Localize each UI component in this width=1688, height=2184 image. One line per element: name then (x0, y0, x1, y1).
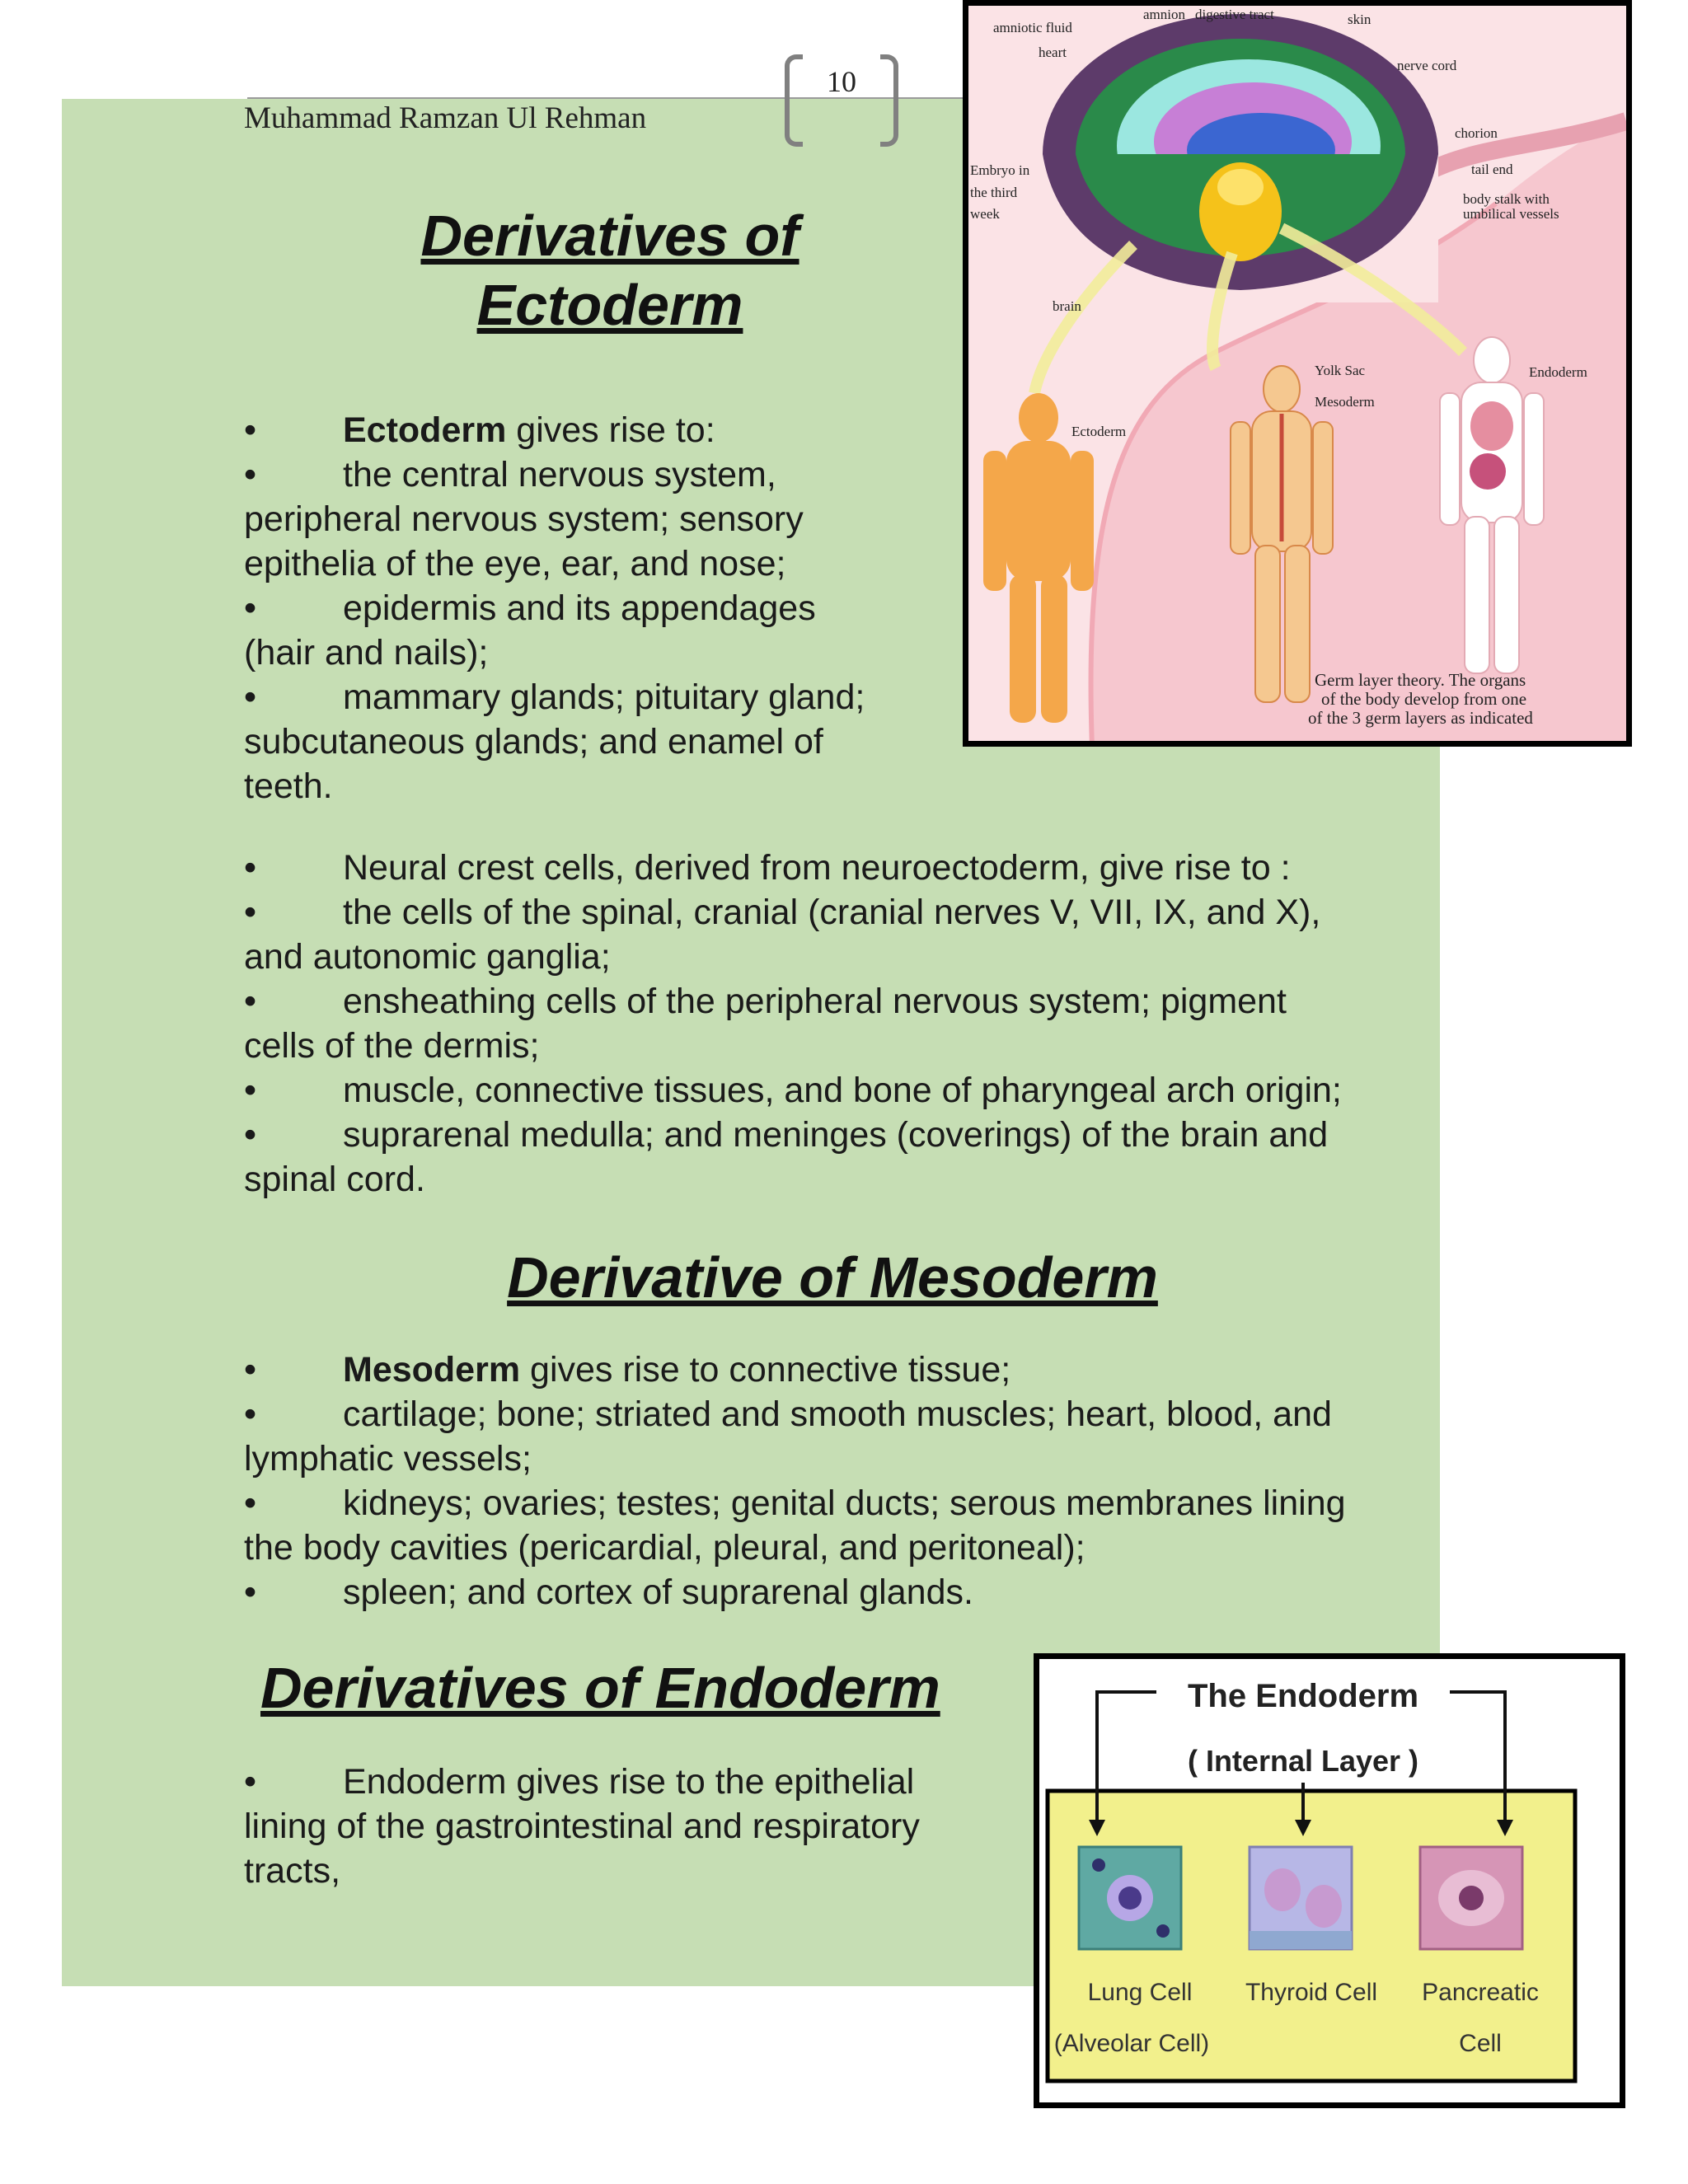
bullet-glyph: • (244, 1071, 257, 1110)
svg-text:of the body develop from one: of the body develop from one (1321, 689, 1527, 709)
ectoderm-list-line (244, 764, 865, 808)
label-chorion: chorion (1455, 125, 1498, 141)
ectoderm-list-line (244, 408, 865, 452)
line-text: subcutaneous glands; and enamel of (244, 722, 823, 762)
label-endoderm: Endoderm (1529, 364, 1587, 380)
pancreatic-cell-image (1420, 1847, 1522, 1949)
ectoderm-list (244, 408, 865, 808)
label-amniotic-fluid: amniotic fluid (993, 20, 1072, 35)
bullet-glyph: • (244, 1115, 257, 1155)
mesoderm-list-line (244, 1481, 1346, 1526)
line-text: peripheral nervous system; sensory (244, 499, 804, 539)
line-text: Neural crest cells, derived from neuroectoderm, give rise to : (343, 848, 1291, 888)
label-body-stalk-1: body stalk with (1463, 191, 1550, 207)
mesoderm-list-line (244, 1436, 1346, 1481)
bullet-glyph: • (244, 982, 257, 1021)
line-text: gives rise to: (506, 410, 715, 450)
ectoderm-list-line (244, 630, 865, 675)
svg-text:of the 3 germ layers as indica: of the 3 germ layers as indicated (1308, 708, 1533, 728)
line-text: (hair and nails); (244, 633, 489, 673)
ectoderm-list-line (244, 452, 865, 497)
line-text: and autonomic ganglia; (244, 937, 611, 977)
author-name: Muhammad Ramzan Ul Rehman (244, 101, 647, 135)
endoderm-list-line (244, 1849, 920, 1893)
neural-crest-list-line (244, 890, 1342, 935)
ectoderm-heading (247, 201, 973, 340)
label-amnion: amnion (1143, 7, 1185, 22)
label-embryo-3: week (970, 206, 1000, 222)
label-skin: skin (1348, 12, 1372, 27)
ectoderm-heading-line2: Ectoderm (476, 273, 743, 337)
line-text: gives rise to connective tissue; (520, 1350, 1011, 1390)
label-digestive-tract: digestive tract (1195, 7, 1274, 22)
thyroid-cell-image (1250, 1847, 1352, 1949)
cell-name: Pancreatic (1422, 1979, 1539, 2006)
label-yolk-sac: Yolk Sac (1315, 363, 1366, 378)
line-text: suprarenal medulla; and meninges (coverings) of the brain and (343, 1115, 1329, 1155)
bullet-glyph: • (244, 410, 257, 450)
endoderm-list (244, 1760, 920, 1893)
cell-subname: (Alveolar Cell) (1053, 2030, 1210, 2057)
label-embryo-2: the third (970, 185, 1018, 200)
cell-name: Thyroid Cell (1245, 1979, 1378, 2006)
line-text: spleen; and cortex of suprarenal glands. (343, 1572, 973, 1612)
bullet-glyph: • (244, 455, 257, 494)
bullet-glyph: • (244, 893, 257, 932)
ectoderm-list-line (244, 541, 865, 586)
endoderm-figure-title: The Endoderm (1187, 1678, 1419, 1714)
line-text: lymphatic vessels; (244, 1439, 532, 1479)
line-text: cells of the dermis; (244, 1026, 540, 1066)
line-text: the central nervous system, (343, 455, 776, 494)
bold-term: Mesoderm (343, 1350, 521, 1390)
line-text: tracts, (244, 1851, 341, 1891)
ectoderm-list-line (244, 586, 865, 630)
bullet-glyph: • (244, 588, 257, 628)
bold-term: Ectoderm (343, 410, 507, 450)
embryo-disc (1043, 14, 1438, 302)
line-text: teeth. (244, 766, 333, 806)
line-text: Endoderm gives rise to the epithelial (343, 1762, 915, 1802)
mesoderm-list (244, 1347, 1346, 1615)
line-text: muscle, connective tissues, and bone of pharyngeal arch origin; (343, 1071, 1342, 1110)
line-text: the cells of the spinal, cranial (cranial nerves V, VII, IX, and X), (343, 893, 1321, 932)
bullet-glyph: • (244, 677, 257, 717)
bullet-glyph: • (244, 1483, 257, 1523)
bullet-glyph: • (244, 1762, 257, 1802)
line-text: mammary glands; pituitary gland; (343, 677, 865, 717)
ectoderm-list-line (244, 719, 865, 764)
endoderm-list-line (244, 1760, 920, 1804)
mesoderm-heading: Derivative of Mesoderm (507, 1245, 1158, 1310)
neural-crest-list-line (244, 979, 1342, 1024)
ectoderm-list-line (244, 497, 865, 541)
svg-text:Germ layer theory. The organs: Germ layer theory. The organs (1315, 670, 1526, 690)
label-mesoderm: Mesoderm (1315, 394, 1375, 410)
figure-caption (1308, 670, 1533, 728)
page-number: 10 (827, 65, 856, 98)
cell-name: Lung Cell (1087, 1979, 1193, 2006)
line-text: ensheathing cells of the peripheral nervous system; pigment (343, 982, 1287, 1021)
line-text: spinal cord. (244, 1160, 425, 1199)
line-text: epithelia of the eye, ear, and nose; (244, 544, 786, 583)
neural-crest-list (244, 846, 1342, 1202)
bullet-glyph: • (244, 848, 257, 888)
endoderm-figure-subtitle: ( Internal Layer ) (1187, 1744, 1419, 1778)
cell-subname: Cell (1459, 2030, 1502, 2057)
label-nerve-cord: nerve cord (1397, 58, 1457, 73)
endoderm-cell-diagram (1039, 1659, 1620, 2102)
ectoderm-list-line (244, 675, 865, 719)
mesoderm-list-line (244, 1570, 1346, 1615)
neural-crest-list-line (244, 1024, 1342, 1068)
line-text: lining of the gastrointestinal and respiratory (244, 1807, 920, 1846)
bullet-glyph: • (244, 1350, 257, 1390)
endoderm-figure (1034, 1653, 1625, 2108)
page-number-badge (785, 54, 898, 140)
neural-crest-list-line (244, 846, 1342, 890)
bullet-glyph: • (244, 1394, 257, 1434)
line-text: cartilage; bone; striated and smooth muscles; heart, blood, and (343, 1394, 1332, 1434)
mesoderm-list-line (244, 1347, 1346, 1392)
line-text: epidermis and its appendages (343, 588, 816, 628)
label-body-stalk-2: umbilical vessels (1463, 206, 1559, 222)
neural-crest-list-line (244, 1157, 1342, 1202)
endoderm-heading: Derivatives of Endoderm (260, 1656, 940, 1720)
ectoderm-heading-line1: Derivatives of (420, 204, 799, 268)
germ-layer-illustration (968, 6, 1626, 741)
lung-cell-image (1079, 1847, 1181, 1949)
mesoderm-list-line (244, 1526, 1346, 1570)
line-text: kidneys; ovaries; testes; genital ducts; serous membranes lining (343, 1483, 1346, 1523)
neural-crest-list-line (244, 1113, 1342, 1157)
label-heart: heart (1039, 45, 1067, 60)
endoderm-list-line (244, 1804, 920, 1849)
neural-crest-list-line (244, 935, 1342, 979)
label-ectoderm: Ectoderm (1071, 424, 1127, 439)
label-embryo-1: Embryo in (970, 162, 1030, 178)
germ-layer-figure (963, 0, 1632, 747)
neural-crest-list-line (244, 1068, 1342, 1113)
bullet-glyph: • (244, 1572, 257, 1612)
mesoderm-list-line (244, 1392, 1346, 1436)
label-tail-end: tail end (1471, 162, 1513, 177)
label-brain: brain (1053, 298, 1081, 314)
line-text: the body cavities (pericardial, pleural, and peritoneal); (244, 1528, 1085, 1568)
